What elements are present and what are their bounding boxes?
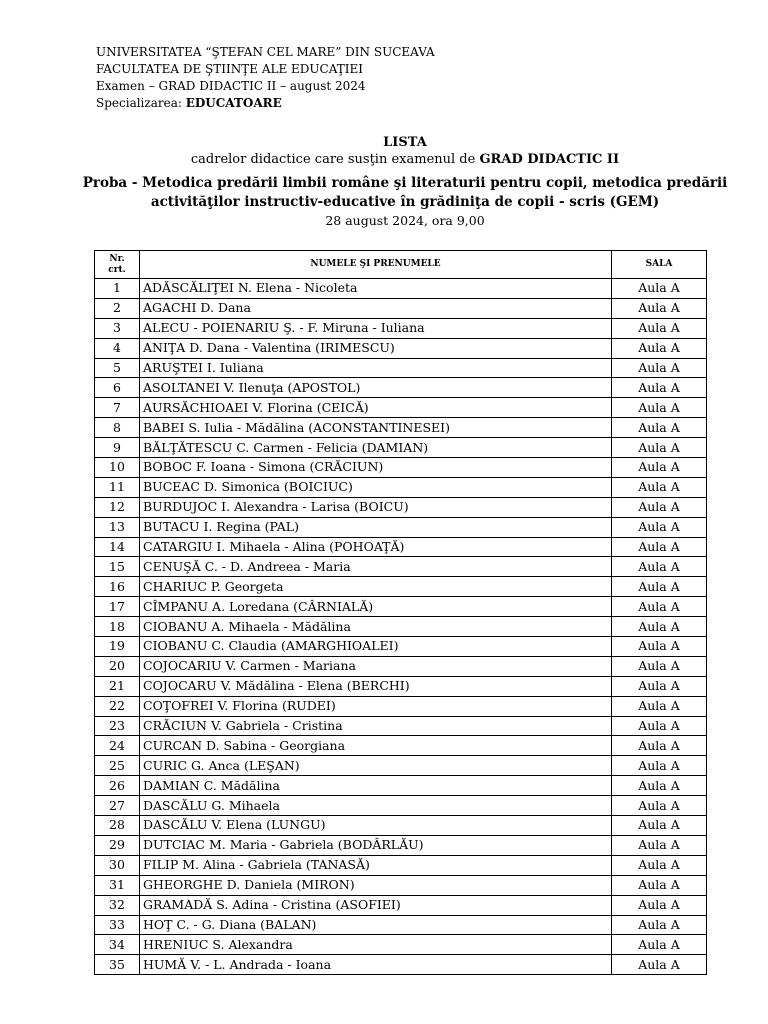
table-row bbox=[95, 696, 707, 716]
row-sala: Aula A bbox=[612, 338, 707, 358]
row-number: 35 bbox=[95, 955, 140, 975]
document-header bbox=[96, 44, 435, 112]
row-name: DASCĂLU V. Elena (LUNGU) bbox=[140, 816, 612, 836]
row-name: ARUŞTEI I. Iuliana bbox=[140, 358, 612, 378]
row-number: 7 bbox=[95, 398, 140, 418]
row-sala: Aula A bbox=[612, 875, 707, 895]
table-row bbox=[95, 318, 707, 338]
row-number: 19 bbox=[95, 637, 140, 657]
header-nr-line-2: crt. bbox=[108, 264, 126, 275]
row-number: 6 bbox=[95, 378, 140, 398]
row-sala: Aula A bbox=[612, 915, 707, 935]
specialization-line bbox=[96, 95, 435, 112]
table-row bbox=[95, 776, 707, 796]
table-row bbox=[95, 656, 707, 676]
row-sala: Aula A bbox=[612, 517, 707, 537]
exam-subject bbox=[40, 174, 768, 212]
row-number: 18 bbox=[95, 617, 140, 637]
exam-line: Examen – GRAD DIDACTIC II – august 2024 bbox=[96, 79, 366, 93]
specialization-value: EDUCATOARE bbox=[185, 96, 282, 110]
row-name: DASCĂLU G. Mihaela bbox=[140, 796, 612, 816]
row-number: 15 bbox=[95, 557, 140, 577]
table-row bbox=[95, 438, 707, 458]
row-number: 29 bbox=[95, 835, 140, 855]
row-number: 25 bbox=[95, 756, 140, 776]
row-name: GRAMADĂ S. Adina - Cristina (ASOFIEI) bbox=[140, 895, 612, 915]
row-name: FILIP M. Alina - Gabriela (TANASĂ) bbox=[140, 855, 612, 875]
row-number: 26 bbox=[95, 776, 140, 796]
row-number: 10 bbox=[95, 458, 140, 478]
row-number: 28 bbox=[95, 816, 140, 836]
row-number: 8 bbox=[95, 418, 140, 438]
table-row bbox=[95, 577, 707, 597]
row-sala: Aula A bbox=[612, 796, 707, 816]
row-number: 14 bbox=[95, 537, 140, 557]
table-row bbox=[95, 855, 707, 875]
row-sala: Aula A bbox=[612, 378, 707, 398]
table-row bbox=[95, 418, 707, 438]
header-sala: SALA bbox=[612, 251, 707, 279]
table-row bbox=[95, 637, 707, 657]
row-name: COJOCARU V. Mădălina - Elena (BERCHI) bbox=[140, 676, 612, 696]
row-number: 16 bbox=[95, 577, 140, 597]
row-name: CURCAN D. Sabina - Georgiana bbox=[140, 736, 612, 756]
row-number: 34 bbox=[95, 935, 140, 955]
table-row bbox=[95, 835, 707, 855]
row-number: 32 bbox=[95, 895, 140, 915]
row-name: CATARGIU I. Mihaela - Alina (POHOAŢĂ) bbox=[140, 537, 612, 557]
row-name: CURIC G. Anca (LEŞAN) bbox=[140, 756, 612, 776]
table-row bbox=[95, 338, 707, 358]
row-number: 33 bbox=[95, 915, 140, 935]
row-sala: Aula A bbox=[612, 696, 707, 716]
row-name: CÎMPANU A. Loredana (CÂRNIALĂ) bbox=[140, 597, 612, 617]
row-name: HRENIUC S. Alexandra bbox=[140, 935, 612, 955]
row-name: CIOBANU C. Claudia (AMARGHIOALEI) bbox=[140, 637, 612, 657]
subtitle-prefix: cadrelor didactice care susţin examenul de bbox=[190, 152, 480, 167]
row-sala: Aula A bbox=[612, 776, 707, 796]
row-number: 24 bbox=[95, 736, 140, 756]
row-name: GHEORGHE D. Daniela (MIRON) bbox=[140, 875, 612, 895]
row-name: ALECU - POIENARIU Ş. - F. Miruna - Iuliana bbox=[140, 318, 612, 338]
row-sala: Aula A bbox=[612, 298, 707, 318]
row-number: 30 bbox=[95, 855, 140, 875]
row-sala: Aula A bbox=[612, 736, 707, 756]
row-number: 21 bbox=[95, 676, 140, 696]
row-name: BUTACU I. Regina (PAL) bbox=[140, 517, 612, 537]
row-number: 13 bbox=[95, 517, 140, 537]
specialization-label: Specializarea: bbox=[96, 96, 186, 110]
table-row bbox=[95, 895, 707, 915]
row-name: COŢOFREI V. Florina (RUDEI) bbox=[140, 696, 612, 716]
row-sala: Aula A bbox=[612, 716, 707, 736]
row-number: 20 bbox=[95, 656, 140, 676]
university-name: UNIVERSITATEA “ŞTEFAN CEL MARE” DIN SUCEAVA bbox=[96, 45, 435, 59]
row-name: AGACHI D. Dana bbox=[140, 298, 612, 318]
table-row bbox=[95, 736, 707, 756]
table-row bbox=[95, 279, 707, 299]
faculty-name: FACULTATEA DE ŞTIINŢE ALE EDUCAŢIEI bbox=[96, 62, 363, 76]
row-sala: Aula A bbox=[612, 617, 707, 637]
row-name: CHARIUC P. Georgeta bbox=[140, 577, 612, 597]
table-row bbox=[95, 955, 707, 975]
table-row bbox=[95, 358, 707, 378]
row-sala: Aula A bbox=[612, 756, 707, 776]
row-sala: Aula A bbox=[612, 398, 707, 418]
row-sala: Aula A bbox=[612, 458, 707, 478]
row-name: AURSĂCHIOAEI V. Florina (CEICĂ) bbox=[140, 398, 612, 418]
row-name: CRĂCIUN V. Gabriela - Cristina bbox=[140, 716, 612, 736]
table-row bbox=[95, 716, 707, 736]
row-sala: Aula A bbox=[612, 497, 707, 517]
row-sala: Aula A bbox=[612, 955, 707, 975]
row-name: COJOCARIU V. Carmen - Mariana bbox=[140, 656, 612, 676]
row-number: 22 bbox=[95, 696, 140, 716]
row-name: BUCEAC D. Simonica (BOICIUC) bbox=[140, 477, 612, 497]
row-sala: Aula A bbox=[612, 477, 707, 497]
row-number: 27 bbox=[95, 796, 140, 816]
row-sala: Aula A bbox=[612, 656, 707, 676]
row-sala: Aula A bbox=[612, 318, 707, 338]
row-name: BOBOC F. Ioana - Simona (CRĂCIUN) bbox=[140, 458, 612, 478]
row-name: BĂLŢĂTESCU C. Carmen - Felicia (DAMIAN) bbox=[140, 438, 612, 458]
table-row bbox=[95, 517, 707, 537]
subtitle-bold: GRAD DIDACTIC II bbox=[479, 152, 620, 167]
row-number: 23 bbox=[95, 716, 140, 736]
table-row bbox=[95, 816, 707, 836]
row-name: CIOBANU A. Mihaela - Mădălina bbox=[140, 617, 612, 637]
row-name: BABEI S. Iulia - Mădălina (ACONSTANTINESEI) bbox=[140, 418, 612, 438]
table-header-row bbox=[95, 251, 707, 279]
table-row bbox=[95, 756, 707, 776]
table-row bbox=[95, 497, 707, 517]
row-sala: Aula A bbox=[612, 597, 707, 617]
table-row bbox=[95, 378, 707, 398]
row-sala: Aula A bbox=[612, 557, 707, 577]
row-sala: Aula A bbox=[612, 895, 707, 915]
row-number: 12 bbox=[95, 497, 140, 517]
table-body bbox=[95, 279, 707, 975]
row-sala: Aula A bbox=[612, 418, 707, 438]
row-number: 5 bbox=[95, 358, 140, 378]
row-number: 1 bbox=[95, 279, 140, 299]
exam-date: 28 august 2024, ora 9,00 bbox=[325, 213, 485, 228]
row-name: DUTCIAC M. Maria - Gabriela (BODÂRLĂU) bbox=[140, 835, 612, 855]
row-sala: Aula A bbox=[612, 835, 707, 855]
row-sala: Aula A bbox=[612, 438, 707, 458]
table-row bbox=[95, 915, 707, 935]
row-number: 3 bbox=[95, 318, 140, 338]
row-name: BURDUJOC I. Alexandra - Larisa (BOICU) bbox=[140, 497, 612, 517]
header-name: NUMELE ŞI PRENUMELE bbox=[140, 251, 612, 279]
row-number: 11 bbox=[95, 477, 140, 497]
table-row bbox=[95, 398, 707, 418]
row-sala: Aula A bbox=[612, 358, 707, 378]
row-name: ADĂSCĂLIŢEI N. Elena - Nicoleta bbox=[140, 279, 612, 299]
exam-subject-line-1: Proba - Metodica predării limbii române şi literaturii pentru copii, metodica predării bbox=[82, 175, 728, 191]
row-sala: Aula A bbox=[612, 935, 707, 955]
row-sala: Aula A bbox=[612, 537, 707, 557]
row-sala: Aula A bbox=[612, 279, 707, 299]
table-row bbox=[95, 676, 707, 696]
row-sala: Aula A bbox=[612, 816, 707, 836]
row-name: HUMĂ V. - L. Andrada - Ioana bbox=[140, 955, 612, 975]
row-number: 17 bbox=[95, 597, 140, 617]
table-row bbox=[95, 597, 707, 617]
row-name: CENUŞĂ C. - D. Andreea - Maria bbox=[140, 557, 612, 577]
row-number: 2 bbox=[95, 298, 140, 318]
row-number: 4 bbox=[95, 338, 140, 358]
table-row bbox=[95, 458, 707, 478]
header-nr bbox=[95, 251, 140, 279]
table-row bbox=[95, 537, 707, 557]
candidates-table bbox=[94, 250, 707, 975]
table-row bbox=[95, 935, 707, 955]
row-number: 9 bbox=[95, 438, 140, 458]
row-number: 31 bbox=[95, 875, 140, 895]
row-name: HOŢ C. - G. Diana (BALAN) bbox=[140, 915, 612, 935]
row-name: DAMIAN C. Mădălina bbox=[140, 776, 612, 796]
exam-subject-line-2: activităţilor instructiv-educative în grădiniţa de copii - scris (GEM) bbox=[150, 194, 660, 210]
document-titles bbox=[40, 135, 768, 229]
row-name: ANIŢA D. Dana - Valentina (IRIMESCU) bbox=[140, 338, 612, 358]
table-row bbox=[95, 875, 707, 895]
row-sala: Aula A bbox=[612, 855, 707, 875]
list-subtitle bbox=[40, 151, 768, 168]
row-sala: Aula A bbox=[612, 577, 707, 597]
table-row bbox=[95, 617, 707, 637]
table-row bbox=[95, 298, 707, 318]
table-row bbox=[95, 477, 707, 497]
row-sala: Aula A bbox=[612, 637, 707, 657]
header-nr-line-1: Nr. bbox=[109, 253, 125, 264]
table-row bbox=[95, 796, 707, 816]
row-name: ASOLTANEI V. Ilenuţa (APOSTOL) bbox=[140, 378, 612, 398]
list-title: LISTA bbox=[383, 135, 427, 150]
table-row bbox=[95, 557, 707, 577]
row-sala: Aula A bbox=[612, 676, 707, 696]
